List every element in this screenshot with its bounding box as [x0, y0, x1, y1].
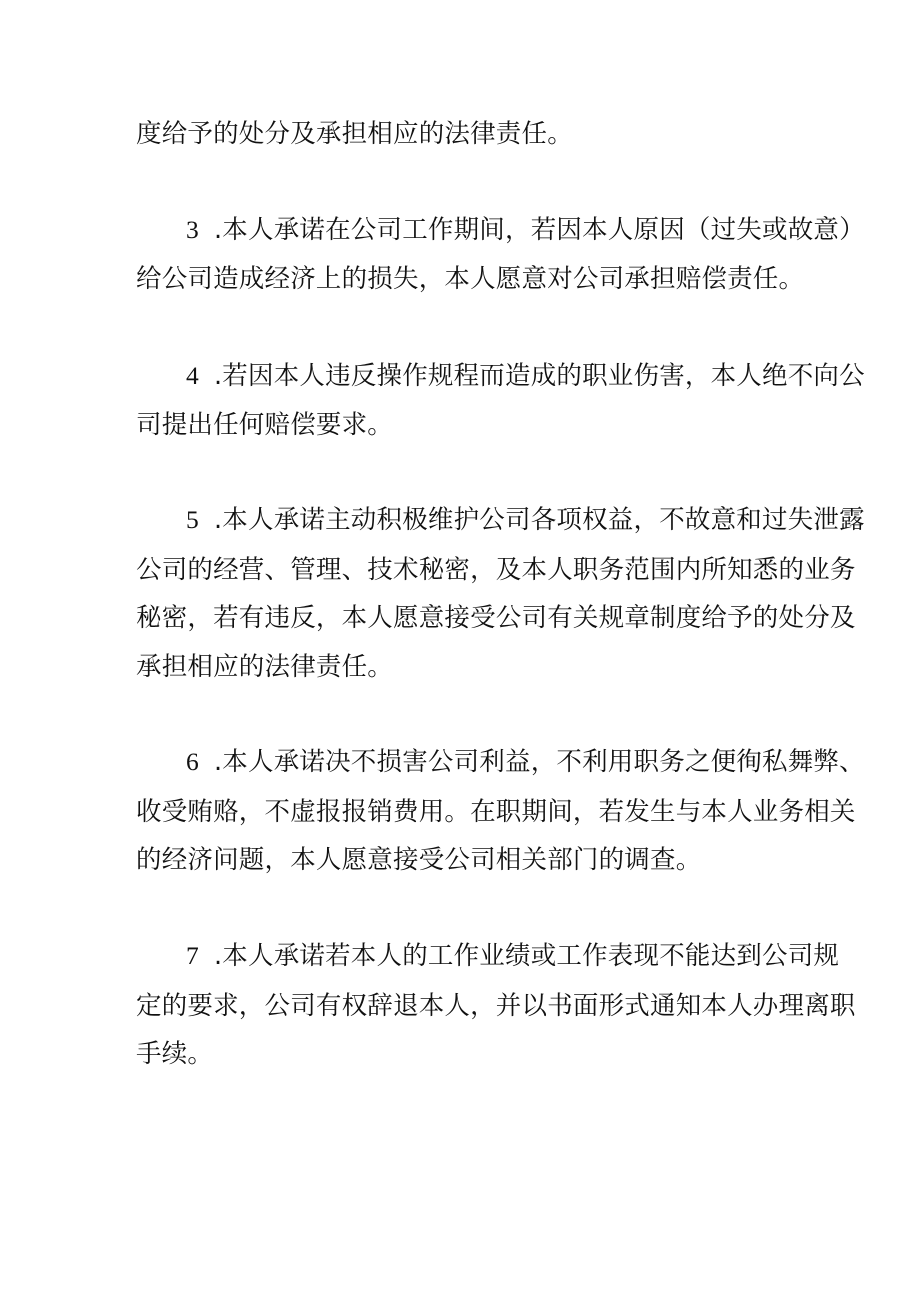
clause-number: 3: [186, 215, 199, 244]
clause-6-line-1: [186, 745, 865, 779]
clause-number: 5: [186, 505, 199, 534]
clause-6-line-2: 收受贿赂，不虚报报销费用。在职期间，若发生与本人业务相关: [136, 797, 856, 827]
clause-7-line-3: 手续。: [136, 1039, 214, 1069]
clause-4-line-2: 司提出任何赔偿要求。: [136, 410, 394, 440]
clause-4-line-1: [186, 359, 865, 393]
clause-5-line-3: 秘密，若有违反，本人愿意接受公司有关规章制度给予的处分及: [136, 603, 856, 633]
clause-3-line-1: [186, 213, 865, 247]
clause-5-line-1: [186, 503, 865, 537]
clause-text: .本人承诺决不损害公司利益，不利用职务之便徇私舞弊、: [214, 747, 865, 777]
clause-number: 6: [186, 747, 199, 776]
clause-number: 4: [186, 361, 199, 390]
clause-text: .本人承诺若本人的工作业绩或工作表现不能达到公司规: [214, 941, 840, 971]
clause-text: .若因本人违反操作规程而造成的职业伤害，本人绝不向公: [214, 361, 865, 391]
continuation-line: 度给予的处分及承担相应的法律责任。: [136, 119, 573, 149]
clause-3-line-2: 给公司造成经济上的损失，本人愿意对公司承担赔偿责任。: [136, 264, 805, 294]
clause-5-line-4: 承担相应的法律责任。: [136, 652, 394, 682]
clause-text: .本人承诺在公司工作期间，若因本人原因（过失或故意）: [214, 215, 865, 245]
clause-7-line-1: [186, 939, 839, 973]
clause-6-line-3: 的经济问题，本人愿意接受公司相关部门的调查。: [136, 845, 702, 875]
clause-text: .本人承诺主动积极维护公司各项权益，不故意和过失泄露: [214, 505, 865, 535]
clause-number: 7: [186, 941, 199, 970]
clause-5-line-2: 公司的经营、管理、技术秘密，及本人职务范围内所知悉的业务: [136, 555, 856, 585]
clause-7-line-2: 定的要求，公司有权辞退本人，并以书面形式通知本人办理离职: [136, 991, 856, 1021]
